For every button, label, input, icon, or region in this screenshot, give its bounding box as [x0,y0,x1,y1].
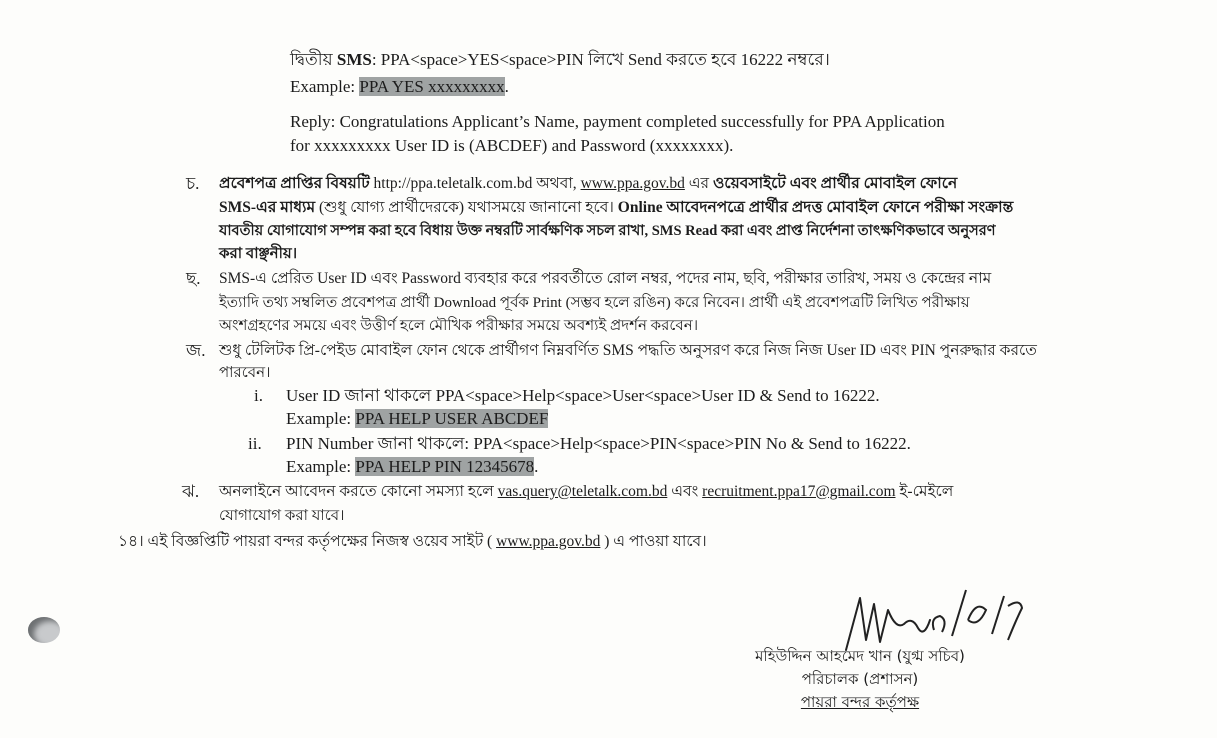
item-chha-line2: ইত্যাদি তথ্য সম্বলিত প্রবেশপত্র প্রার্থী Download পূর্বক Print (সম্ভব হলে রঙিন) করে নিবেন। প্রার্থী এই প্রবেশপত্রটি লিখিত পরীক্ষায় [219,295,970,311]
item-jha-line1: অনলাইনে আবেদন করতে কোনো সমস্যা হলে vas.query@teletalk.com.bd এবং recruitment.ppa17@gmail.com ই-মেইলে [219,483,954,500]
sub-marker-ii: ii. [248,434,262,453]
sms2-reply-line1: Reply: Congratulations Applicant’s Name, payment completed successfully for PPA Application [290,112,945,131]
item-marker-ja: জ. [186,341,206,360]
item-marker-jha: ঝ. [182,482,200,501]
item-cha-line3: যাবতীয় যোগাযোগ সম্পন্ন করা হবে বিধায় উক্ত নম্বরটি সার্বক্ষণিক সচল রাখা, SMS Read করা এবং প্রাপ্ত নির্দেশনা তাৎক্ষণিকভাবে অনুসরণ [219,223,996,239]
item-cha-line2: SMS-এর মাধ্যম (শুধু যোগ্য প্রার্থীদেরকে) যথাসময়ে জানানো হবে। Online আবেদনপত্রে প্রার্থীর প্রদত্ত মোবাইল ফোনে পরীক্ষা সংক্রান্ত [219,199,1014,216]
item-ja-line1: শুধু টেলিটক প্রি-পেইড মোবাইল ফোন থেকে প্রার্থীগণ নিম্নবর্ণিত SMS পদ্ধতি অনুসরণ করে নিজ নিজ User ID এবং PIN পুনরুদ্ধার করতে [219,342,1037,359]
sub1-example: Example: PPA HELP USER ABCDEF [286,409,549,428]
signatory-name: মহিউদ্দিন আহমেদ খান (যুগ্ম সচিব) [755,647,965,665]
item-cha-line1: প্রবেশপত্র প্রাপ্তির বিষয়টি http://ppa.teletalk.com.bd অথবা, www.ppa.gov.bd এর ওয়েবসাইটে এবং প্রার্থীর মোবাইল ফোনে [219,175,958,192]
highlighted-example: PPA YES xxxxxxxxx [359,77,505,96]
sms2-reply-line2: for xxxxxxxxx User ID is (ABCDEF) and Password (xxxxxxxx). [290,136,734,155]
teletalk-email-link[interactable]: vas.query@teletalk.com.bd [497,483,668,500]
item-chha-line1: SMS-এ প্রেরিত User ID এবং Password ব্যবহার করে পরবর্তীতে রোল নম্বর, পদের নাম, ছবি, পরীক্ষার তারিখ, সময় ও কেন্দ্রের নাম [219,270,992,287]
recruitment-email-link[interactable]: recruitment.ppa17@gmail.com [702,483,896,500]
item-marker-cha: চ. [186,174,200,193]
item-marker-chha: ছ. [186,269,201,288]
item-cha-line4: করা বাঞ্ছনীয়। [219,246,298,262]
item-ja-line2: পারবেন। [219,365,271,381]
sms2-example: Example: PPA YES xxxxxxxxx. [290,77,509,96]
sub2-instruction: PIN Number জানা থাকলে: PPA<space>Help<space>PIN<space>PIN No & Send to 16222. [286,434,911,453]
item-14: ১৪। এই বিজ্ঞপ্তিটি পায়রা বন্দর কর্তৃপক্ষের নিজস্ব ওয়েব সাইট ( www.ppa.gov.bd ) এ পাওয়া যাবে। [118,533,707,550]
ppa-website-link[interactable]: www.ppa.gov.bd [580,175,685,192]
signatory-title: পরিচালক (প্রশাসন) [801,670,919,688]
ppa-website-link-2[interactable]: www.ppa.gov.bd [496,533,601,550]
highlighted-example: PPA HELP USER ABCDEF [355,409,549,428]
highlighted-example: PPA HELP PIN 12345678 [355,457,535,476]
item-jha-line2: যোগাযোগ করা যাবে। [219,508,345,524]
item-chha-line3: অংশগ্রহণের সময়ে এবং উত্তীর্ণ হলে মৌখিক পরীক্ষার সময়ে অবশ্যই প্রদর্শন করবেন। [219,318,699,334]
sub1-instruction: User ID জানা থাকলে PPA<space>Help<space>User<space>User ID & Send to 16222. [286,386,880,405]
sms2-instruction: দ্বিতীয় SMS: PPA<space>YES<space>PIN লিখে Send করতে হবে 16222 নম্বরে। [290,50,830,69]
sub2-example: Example: PPA HELP PIN 12345678. [286,457,539,476]
punch-hole-mark [28,617,60,643]
signatory-org: পায়রা বন্দর কর্তৃপক্ষ [800,693,920,711]
sub-marker-i: i. [254,386,263,405]
